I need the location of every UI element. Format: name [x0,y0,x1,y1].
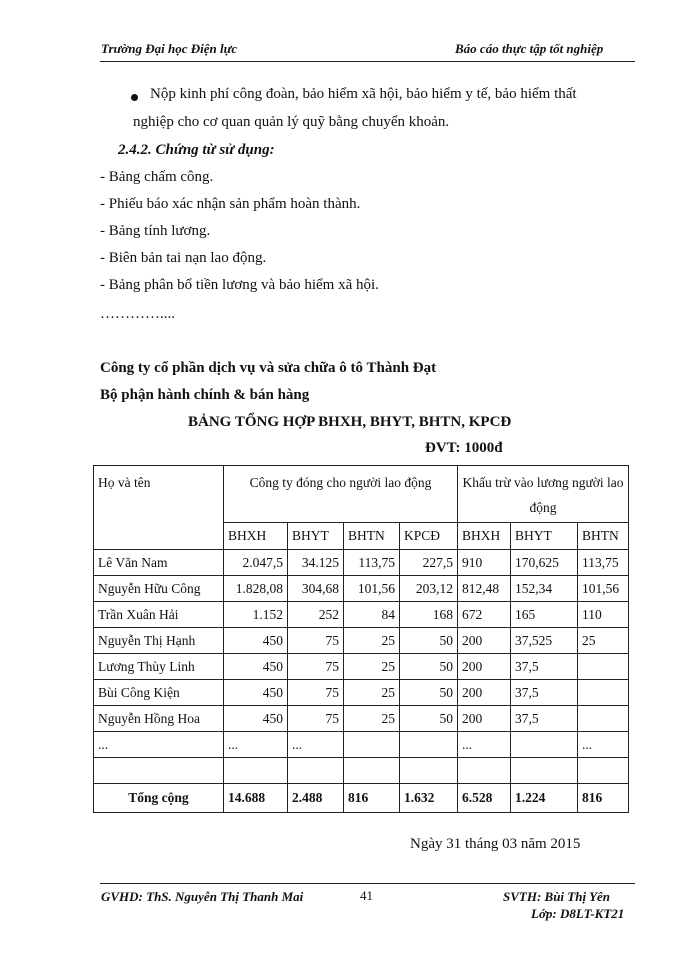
total-cell: 1.224 [511,784,578,813]
amount-cell [288,758,344,784]
amount-cell: 200 [458,706,511,732]
amount-cell [578,758,629,784]
footer-rule [100,883,635,884]
header-rule [100,61,635,62]
company-name: Công ty cổ phần dịch vụ và sửa chữa ô tô Thành Đạt [100,360,437,376]
amount-cell: 152,34 [511,576,578,602]
col-header-name: Họ và tên [94,466,224,550]
amount-cell: 75 [288,628,344,654]
department-name: Bộ phận hành chính & bán hàng [100,387,310,403]
amount-cell: 50 [400,628,458,654]
col-header: BHXH [458,523,511,550]
total-cell: 14.688 [224,784,288,813]
employee-name-cell: Nguyễn Hồng Hoa [94,706,224,732]
amount-cell: 113,75 [344,550,400,576]
amount-cell [344,732,400,758]
amount-cell: 25 [344,680,400,706]
amount-cell: 50 [400,680,458,706]
amount-cell: 2.047,5 [224,550,288,576]
amount-cell: 75 [288,654,344,680]
amount-cell: 200 [458,680,511,706]
amount-cell: 75 [288,680,344,706]
amount-cell [511,732,578,758]
amount-cell: 25 [344,706,400,732]
amount-cell: 170,625 [511,550,578,576]
total-cell: 2.488 [288,784,344,813]
footer-student: SVTH: Bùi Thị Yên [503,889,611,904]
table-row [94,706,629,732]
amount-cell: 37,525 [511,628,578,654]
group-header-company: Công ty đóng cho người lao động [224,466,458,523]
amount-cell: 25 [344,628,400,654]
amount-cell [224,758,288,784]
amount-cell: 252 [288,602,344,628]
col-header: BHTN [578,523,629,550]
amount-cell: ... [578,732,629,758]
amount-cell: 113,75 [578,550,629,576]
amount-cell: 1.828,08 [224,576,288,602]
total-cell: 1.632 [400,784,458,813]
table-row [94,628,629,654]
col-header: BHXH [224,523,288,550]
table-row [94,732,629,758]
document-list-item: - Bảng chấm công. [100,169,214,185]
bullet-line-2: nghiệp cho cơ quan quản lý quỹ bằng chuyển khoản. [133,114,450,130]
amount-cell: 203,12 [400,576,458,602]
amount-cell [344,758,400,784]
footer-class: Lớp: D8LT-KT21 [531,906,625,921]
ellipsis-line: ………….... [100,306,175,322]
amount-cell: 37,5 [511,654,578,680]
amount-cell: 450 [224,706,288,732]
amount-cell: 37,5 [511,706,578,732]
amount-cell: 75 [288,706,344,732]
document-list-item: - Biên bản tai nạn lao động. [100,250,267,266]
col-header: BHYT [511,523,578,550]
employee-name-cell: ... [94,732,224,758]
amount-cell: ... [458,732,511,758]
total-label: Tổng cộng [94,784,224,813]
table-row [94,654,629,680]
header-school: Trường Đại học Điện lực [101,41,238,56]
col-header: BHTN [344,523,400,550]
amount-cell [458,758,511,784]
table-row [94,576,629,602]
amount-cell: 672 [458,602,511,628]
amount-cell: 25 [344,654,400,680]
table-row [94,602,629,628]
col-header: BHYT [288,523,344,550]
amount-cell [400,732,458,758]
header-report-title: Báo cáo thực tập tốt nghiệp [455,41,604,56]
unit-label: ĐVT: 1000đ [425,440,503,456]
amount-cell: 168 [400,602,458,628]
amount-cell: 37,5 [511,680,578,706]
amount-cell [578,654,629,680]
employee-name-cell: Lê Văn Nam [94,550,224,576]
amount-cell [511,758,578,784]
amount-cell: 200 [458,628,511,654]
bullet-dot-icon [131,94,138,101]
document-list-item: - Phiếu báo xác nhận sản phẩm hoàn thành. [100,196,361,212]
table-row [94,550,629,576]
table-title: BẢNG TỔNG HỢP BHXH, BHYT, BHTN, KPCĐ [188,414,512,430]
amount-cell [400,758,458,784]
table-row [94,758,629,784]
document-list-item: - Bảng phân bổ tiền lương và bảo hiểm xã hội. [100,277,379,293]
employee-name-cell: Nguyễn Thị Hạnh [94,628,224,654]
table-total-row [94,784,629,813]
amount-cell: 1.152 [224,602,288,628]
table-row [94,680,629,706]
amount-cell: 910 [458,550,511,576]
employee-name-cell: Bùi Công Kiện [94,680,224,706]
signature-date: Ngày 31 tháng 03 năm 2015 [410,836,581,852]
amount-cell [578,706,629,732]
amount-cell: 101,56 [578,576,629,602]
employee-name-cell [94,758,224,784]
amount-cell [578,680,629,706]
page-number: 41 [360,888,373,903]
amount-cell: ... [224,732,288,758]
document-list-item: - Bảng tính lương. [100,223,211,239]
amount-cell: 50 [400,654,458,680]
amount-cell: 25 [578,628,629,654]
group-header-deduction: Khấu trừ vào lương người lao động [458,466,629,523]
amount-cell: 450 [224,654,288,680]
amount-cell: ... [288,732,344,758]
col-header: KPCĐ [400,523,458,550]
amount-cell: 227,5 [400,550,458,576]
total-cell: 816 [578,784,629,813]
amount-cell: 165 [511,602,578,628]
amount-cell: 84 [344,602,400,628]
table-body [94,550,629,784]
amount-cell: 34.125 [288,550,344,576]
total-cell: 6.528 [458,784,511,813]
total-cell: 816 [344,784,400,813]
employee-name-cell: Trần Xuân Hải [94,602,224,628]
section-heading: 2.4.2. Chứng từ sử dụng: [118,142,275,158]
amount-cell: 450 [224,680,288,706]
amount-cell: 304,68 [288,576,344,602]
footer-supervisor: GVHD: ThS. Nguyễn Thị Thanh Mai [101,889,304,904]
employee-name-cell: Lương Thùy Linh [94,654,224,680]
table-header-row [94,466,629,523]
amount-cell: 200 [458,654,511,680]
bullet-line-1: Nộp kinh phí công đoàn, bảo hiểm xã hội, bảo hiểm y tế, bảo hiểm thất [150,86,577,102]
insurance-summary-table [93,465,629,813]
amount-cell: 450 [224,628,288,654]
amount-cell: 110 [578,602,629,628]
amount-cell: 50 [400,706,458,732]
amount-cell: 812,48 [458,576,511,602]
employee-name-cell: Nguyễn Hữu Công [94,576,224,602]
amount-cell: 101,56 [344,576,400,602]
